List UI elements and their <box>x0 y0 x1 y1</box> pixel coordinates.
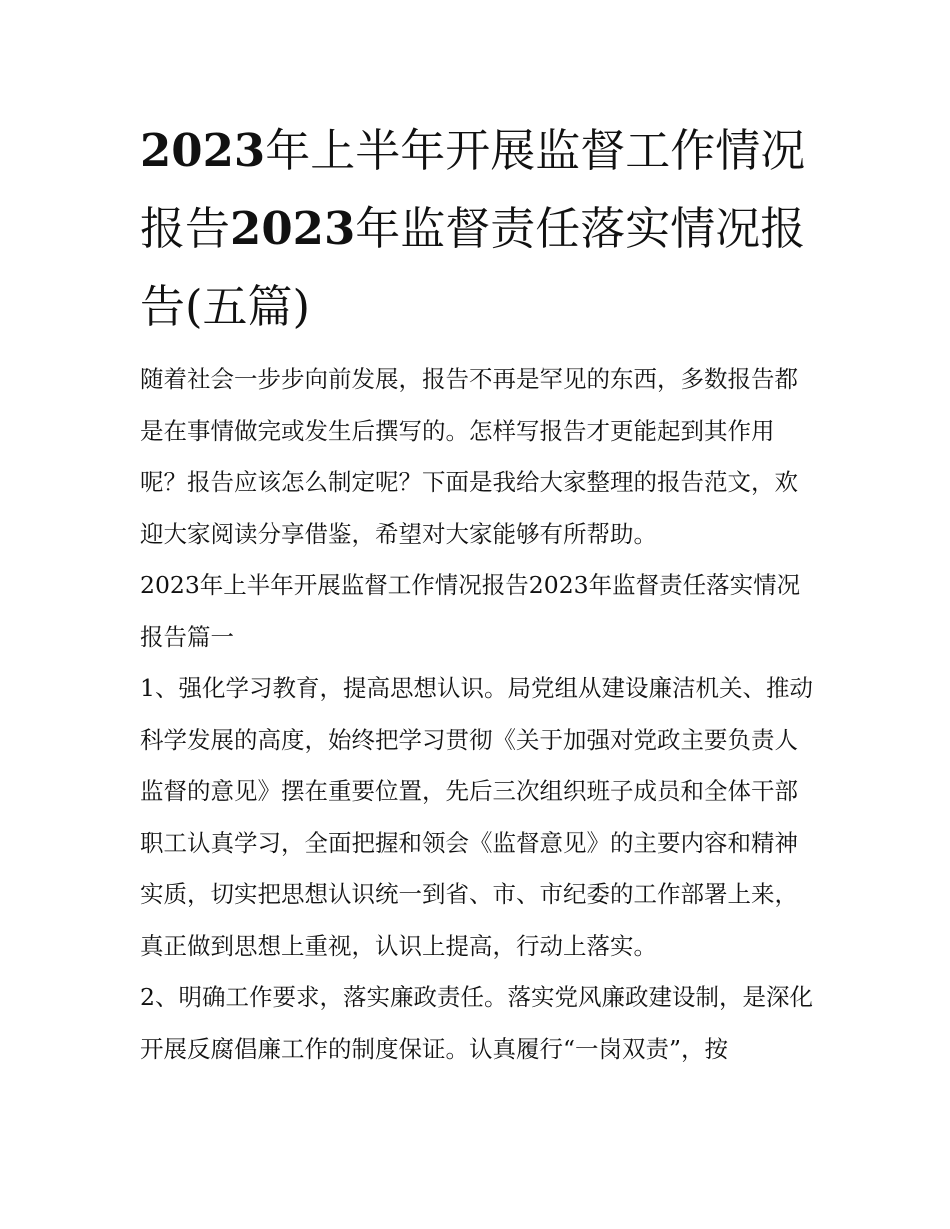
title-part-2: 年监督责任落实情况报告(五篇) <box>140 202 806 333</box>
document-page <box>140 112 820 1075</box>
intro-paragraph: 随着社会一步步向前发展，报告不再是罕见的东西，多数报告都是在事情做完或发生后撰写的。怎样写报告才更能起到其作用呢？报告应该怎么制定呢？下面是我给大家整理的报告范文，欢迎大家阅读分享借鉴，希望对大家能够有所帮助。 <box>140 365 798 548</box>
title-year-1: 2023 <box>140 124 266 177</box>
body-paragraph-1: 1、强化学习教育，提高思想认识。局党组从建设廉洁机关、推动科学发展的高度，始终把学习贯彻《关于加强对党政主要负责人监督的意见》摆在重要位置，先后三次组织班子成员和全体干部职工认真学习，全面把握和领会《监督意见》的主要内容和精神实质，切实把思想认识统一到省、市、市纪委的工作部署上来，真正做到思想上重视，认识上提高，行动上落实。 <box>140 674 813 960</box>
title-year-2: 2023 <box>230 202 356 255</box>
document-title <box>140 112 820 346</box>
body-paragraph-2: 2、明确工作要求，落实廉政责任。落实党风廉政建设制，是深化开展反腐倡廉工作的制度保证。认真履行“一岗双责”，按 <box>140 983 813 1063</box>
title-part-1: 年上半年开展监督工作情况报告 <box>140 124 806 255</box>
section-heading: 2023年上半年开展监督工作情况报告2023年监督责任落实情况报告篇一 <box>140 571 801 651</box>
